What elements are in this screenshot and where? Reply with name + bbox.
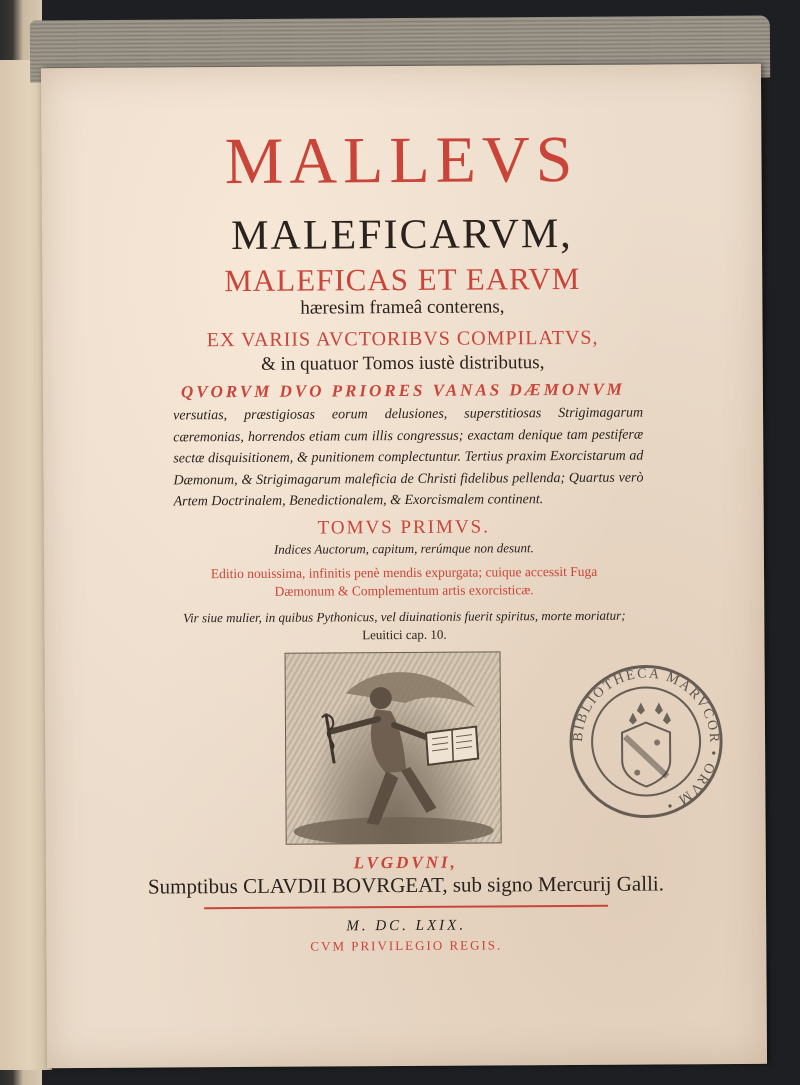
stamp-ring-text: BIBLIOTHECA MARVCOR • ORVM • — [570, 666, 722, 814]
title-page — [41, 64, 767, 1068]
line-indices: Indices Auctorum, capitum, rerúmque non desunt. — [273, 540, 534, 557]
line-ex-variis: EX VARIIS AVCTORIBVS COMPILATVS, — [206, 326, 599, 352]
line-quatuor-tomos: & in quatuor Tomos iustè distributus, — [261, 352, 545, 375]
tomus-primus: TOMVS PRIMVS. — [317, 516, 491, 539]
imprint-publisher: Sumptibus CLAVDII BOVRGEAT, sub signo Mercurij Galli. — [147, 871, 665, 899]
mercury-figure-icon — [286, 652, 501, 843]
library-seal-icon — [567, 662, 726, 821]
description-paragraph: versutias, præstigiosas eorum delusiones, superstitiosas Strigimagarum cæremonias, horrendos etiam cum illis congressus; exactam denique tam pestiferæ sectæ disquisitionem, & punitionem complectuntur. Tertius praxim Exorcistarum ad Dæmonum, & Strigimagarum maleficia de Christi fidelibus pellenda; Quartus verò Artem Doctrinalem, Benedictionalem, & Exorcismalem continent. — [173, 405, 644, 510]
line-heresim: hæresim frameâ conterens, — [300, 296, 505, 319]
line-quorum: QVORVM DVO PRIORES VANAS DÆMONVM — [180, 379, 625, 402]
mercury-engraving — [285, 651, 502, 844]
title-page-text — [41, 64, 767, 1068]
line-leuitici: Leuitici cap. 10. — [362, 626, 447, 643]
title-maleficas: MALEFICAS ET EARVM — [224, 260, 581, 299]
imprint-privilege: CVM PRIVILEGIO REGIS. — [310, 937, 503, 954]
line-daemonum: Dæmonum & Complementum artis exorcisticæ. — [274, 582, 534, 599]
title-maleficarum: MALEFICARVM, — [231, 210, 573, 260]
imprint-year: M. DC. LXIX. — [346, 917, 467, 935]
red-rule — [204, 905, 608, 909]
library-stamp — [567, 662, 726, 821]
line-editio: Editio nouissima, infinitis penè mendis expurgata; cuique accessit Fuga — [210, 563, 598, 582]
line-vir-siue-mulier: Vir siue mulier, in quibus Pythonicus, vel diuinationis fuerit spiritus, morte moriatur; — [183, 607, 626, 626]
title-malleus: MALLEVS — [224, 122, 579, 199]
imprint-lugduni: LVGDVNI, — [353, 852, 458, 873]
